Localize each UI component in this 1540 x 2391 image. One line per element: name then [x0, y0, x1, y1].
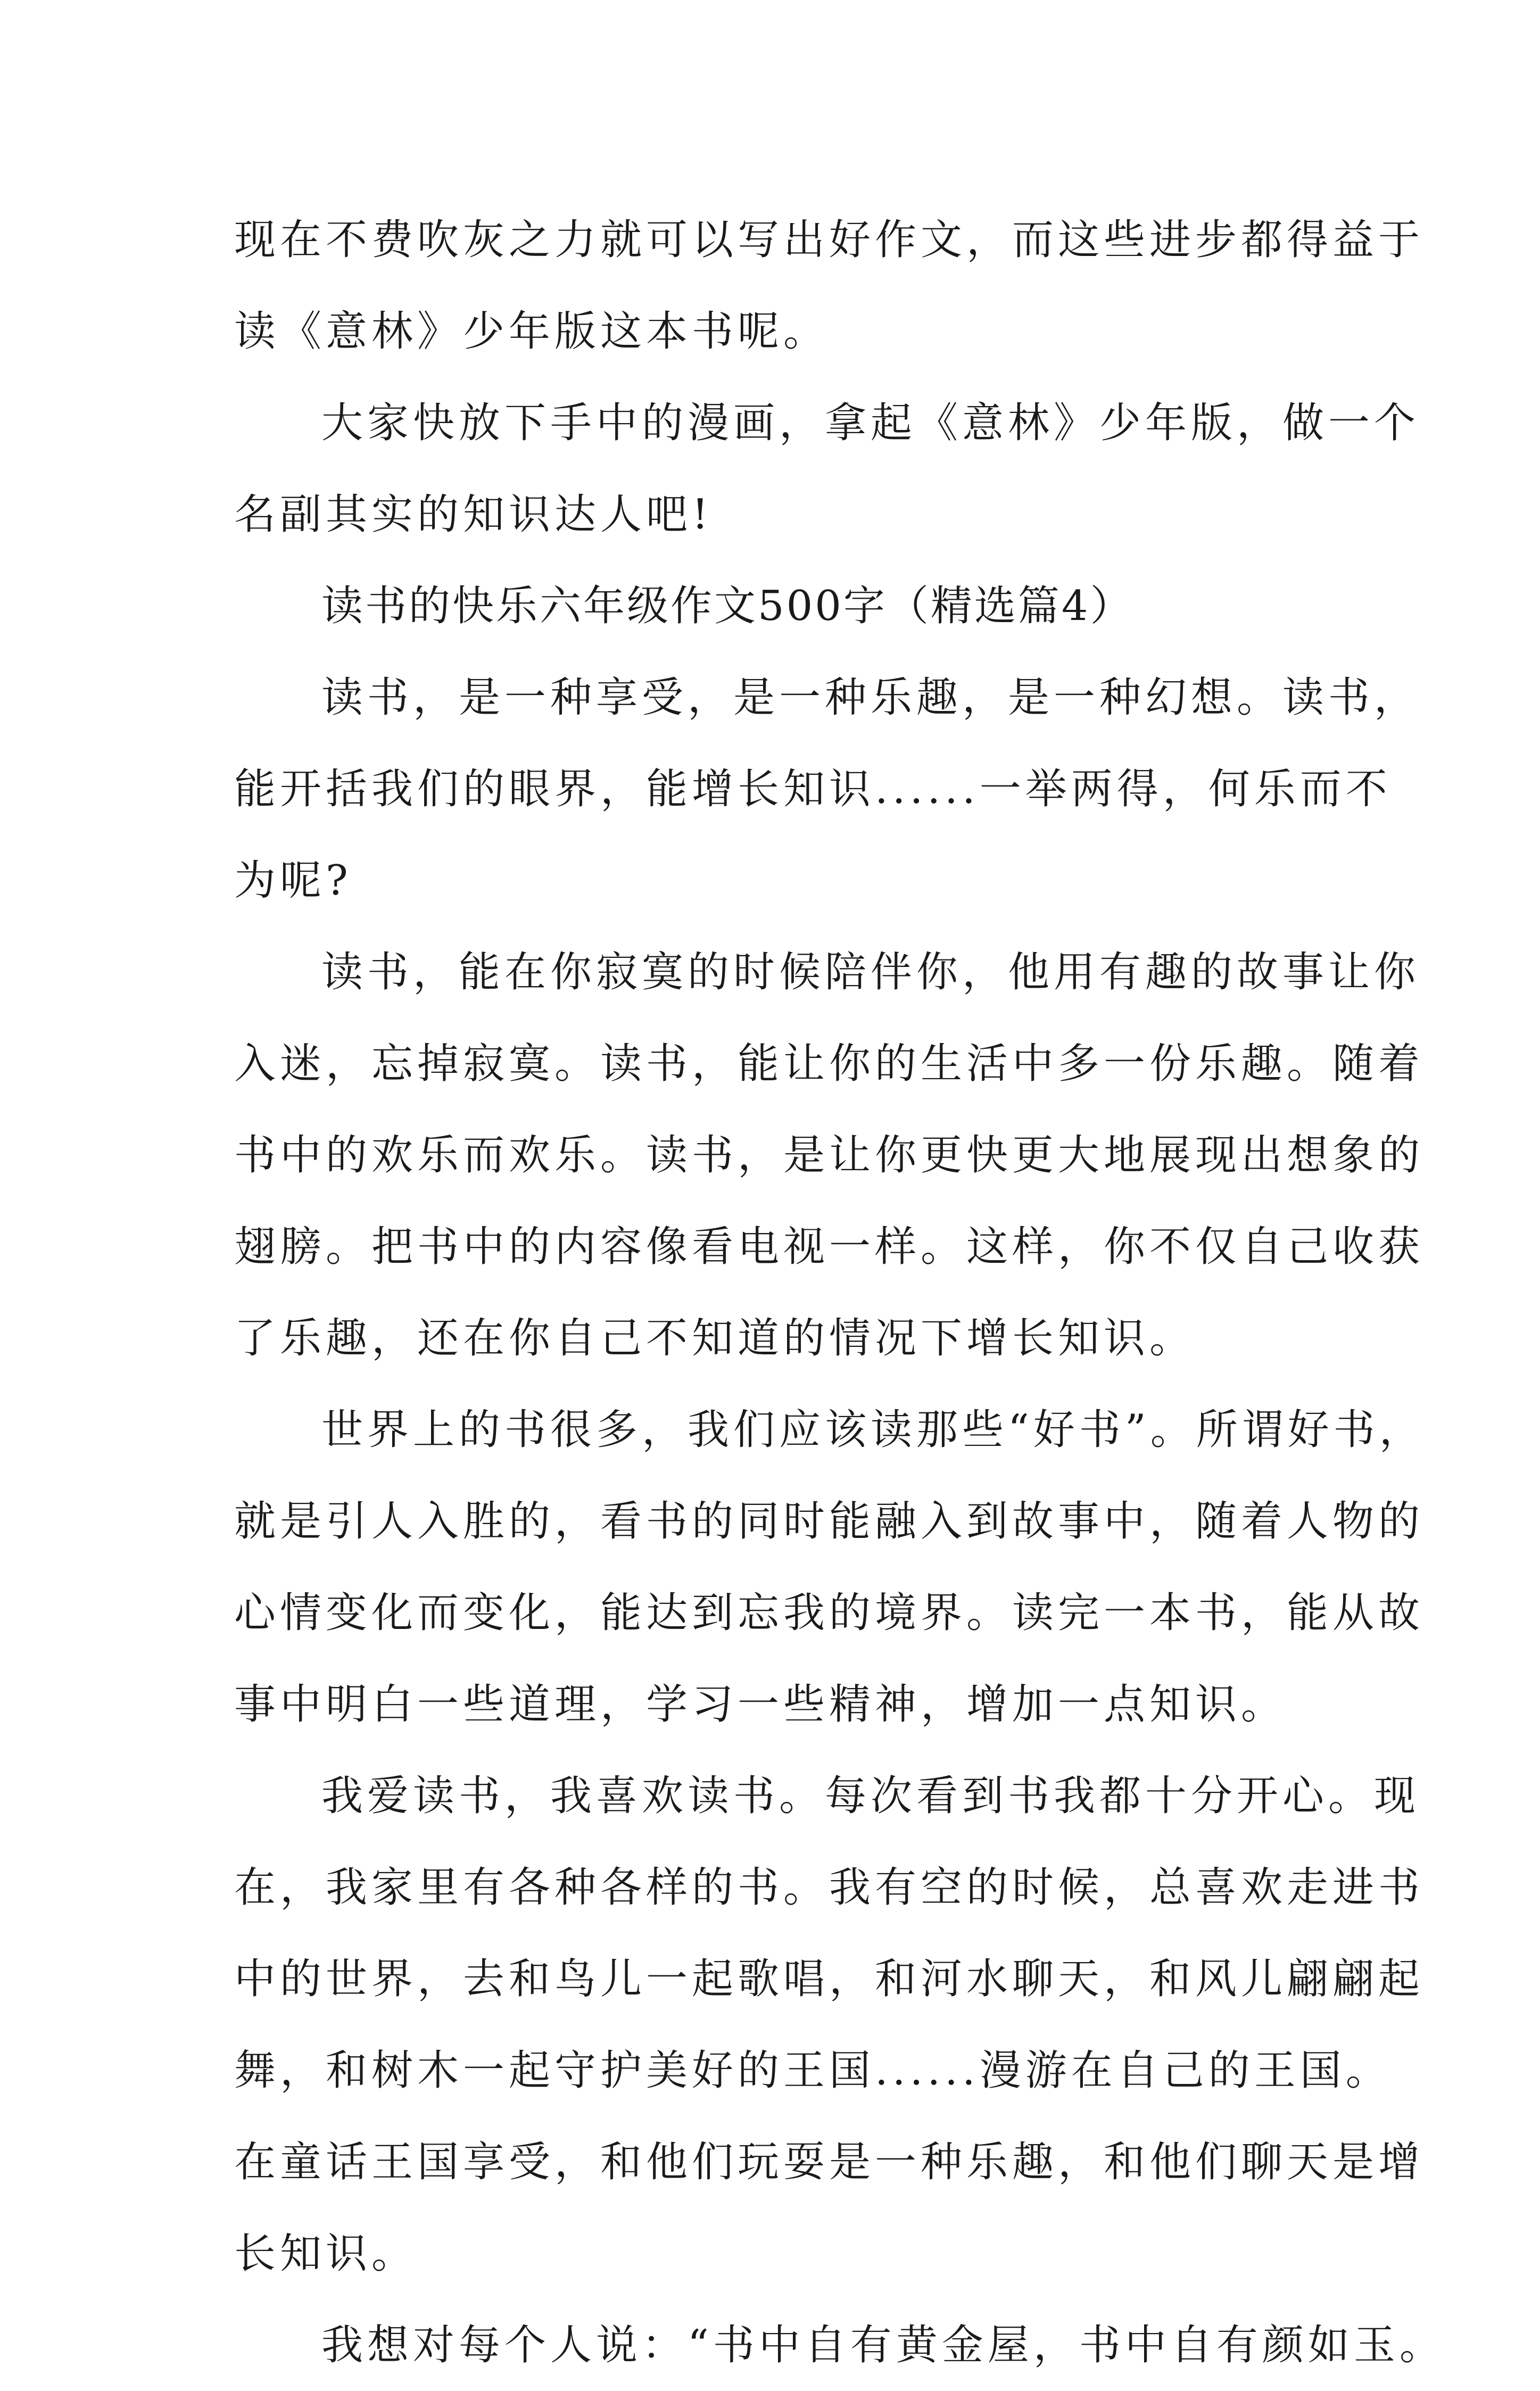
paragraph-2	[234, 377, 1420, 560]
paragraph-line: 在童话王国享受，和他们玩耍是一种乐趣，和他们聊天是增	[234, 2138, 1425, 2186]
paragraph-line: 我爱读书，我喜欢读书。每次看到书我都十分开心。现	[321, 1772, 1420, 1820]
paragraph-line: 入迷，忘掉寂寞。读书，能让你的生活中多一份乐趣。随着	[234, 1040, 1425, 1088]
paragraph-line: 中的世界，去和鸟儿一起歌唱，和河水聊天，和风儿翩翩起	[234, 1955, 1425, 2003]
paragraph-line: 心情变化而变化，能达到忘我的境界。读完一本书，能从故	[234, 1589, 1425, 1637]
paragraph-line: 读《意林》少年版这本书呢。	[234, 308, 830, 355]
document-body	[234, 194, 1445, 2391]
paragraph-line: 书中的欢乐而欢乐。读书，是让你更快更大地展现出想象的	[234, 1131, 1425, 1179]
paragraph-5	[234, 1384, 1425, 1750]
paragraph-line: 长知识。	[234, 2230, 418, 2278]
paragraph-3	[234, 652, 1420, 926]
paragraph-line: 翅膀。把书中的内容像看电视一样。这样，你不仅自己收获	[234, 1223, 1425, 1271]
paragraph-line: 名副其实的知识达人吧!	[234, 491, 713, 539]
paragraph-line: 读书，是一种享受，是一种乐趣，是一种幻想。读书，	[321, 674, 1420, 722]
section-heading: 读书的快乐六年级作文500字（精选篇4）	[321, 582, 1134, 630]
paragraph-line: 读书，能在你寂寞的时候陪伴你，他用有趣的故事让你	[321, 948, 1420, 996]
paragraph-line: 在，我家里有各种各样的书。我有空的时候，总喜欢走进书	[234, 1864, 1425, 1912]
paragraph-line: 了乐趣，还在你自己不知道的情况下增长知识。	[234, 1314, 1196, 1362]
paragraph-line: 就是引人入胜的，看书的同时能融入到故事中，随着人物的	[234, 1498, 1425, 1545]
paragraph-line: 大家快放下手中的漫画，拿起《意林》少年版，做一个	[321, 399, 1420, 447]
paragraph-7	[234, 2299, 1445, 2391]
paragraph-line: 为呢?	[234, 857, 352, 905]
paragraph-1	[234, 194, 1425, 377]
paragraph-line: 我想对每个人说：“书中自有黄金屋，书中自有颜如玉。	[321, 2321, 1445, 2369]
paragraph-line: 世界上的书很多，我们应该读那些“好书”。所谓好书，	[321, 1406, 1425, 1454]
paragraph-line: 舞，和树木一起守护美好的王国......漫游在自己的王国。	[234, 2047, 1392, 2095]
paragraph-line: 事中明白一些道理，学习一些精神，增加一点知识。	[234, 1681, 1287, 1728]
paragraph-line: 能开括我们的眼界，能增长知识......一举两得，何乐而不	[234, 765, 1392, 813]
paragraph-line: 现在不费吹灰之力就可以写出好作文，而这些进步都得益于	[234, 216, 1425, 264]
paragraph-4	[234, 926, 1425, 1384]
paragraph-6	[234, 1750, 1425, 2299]
